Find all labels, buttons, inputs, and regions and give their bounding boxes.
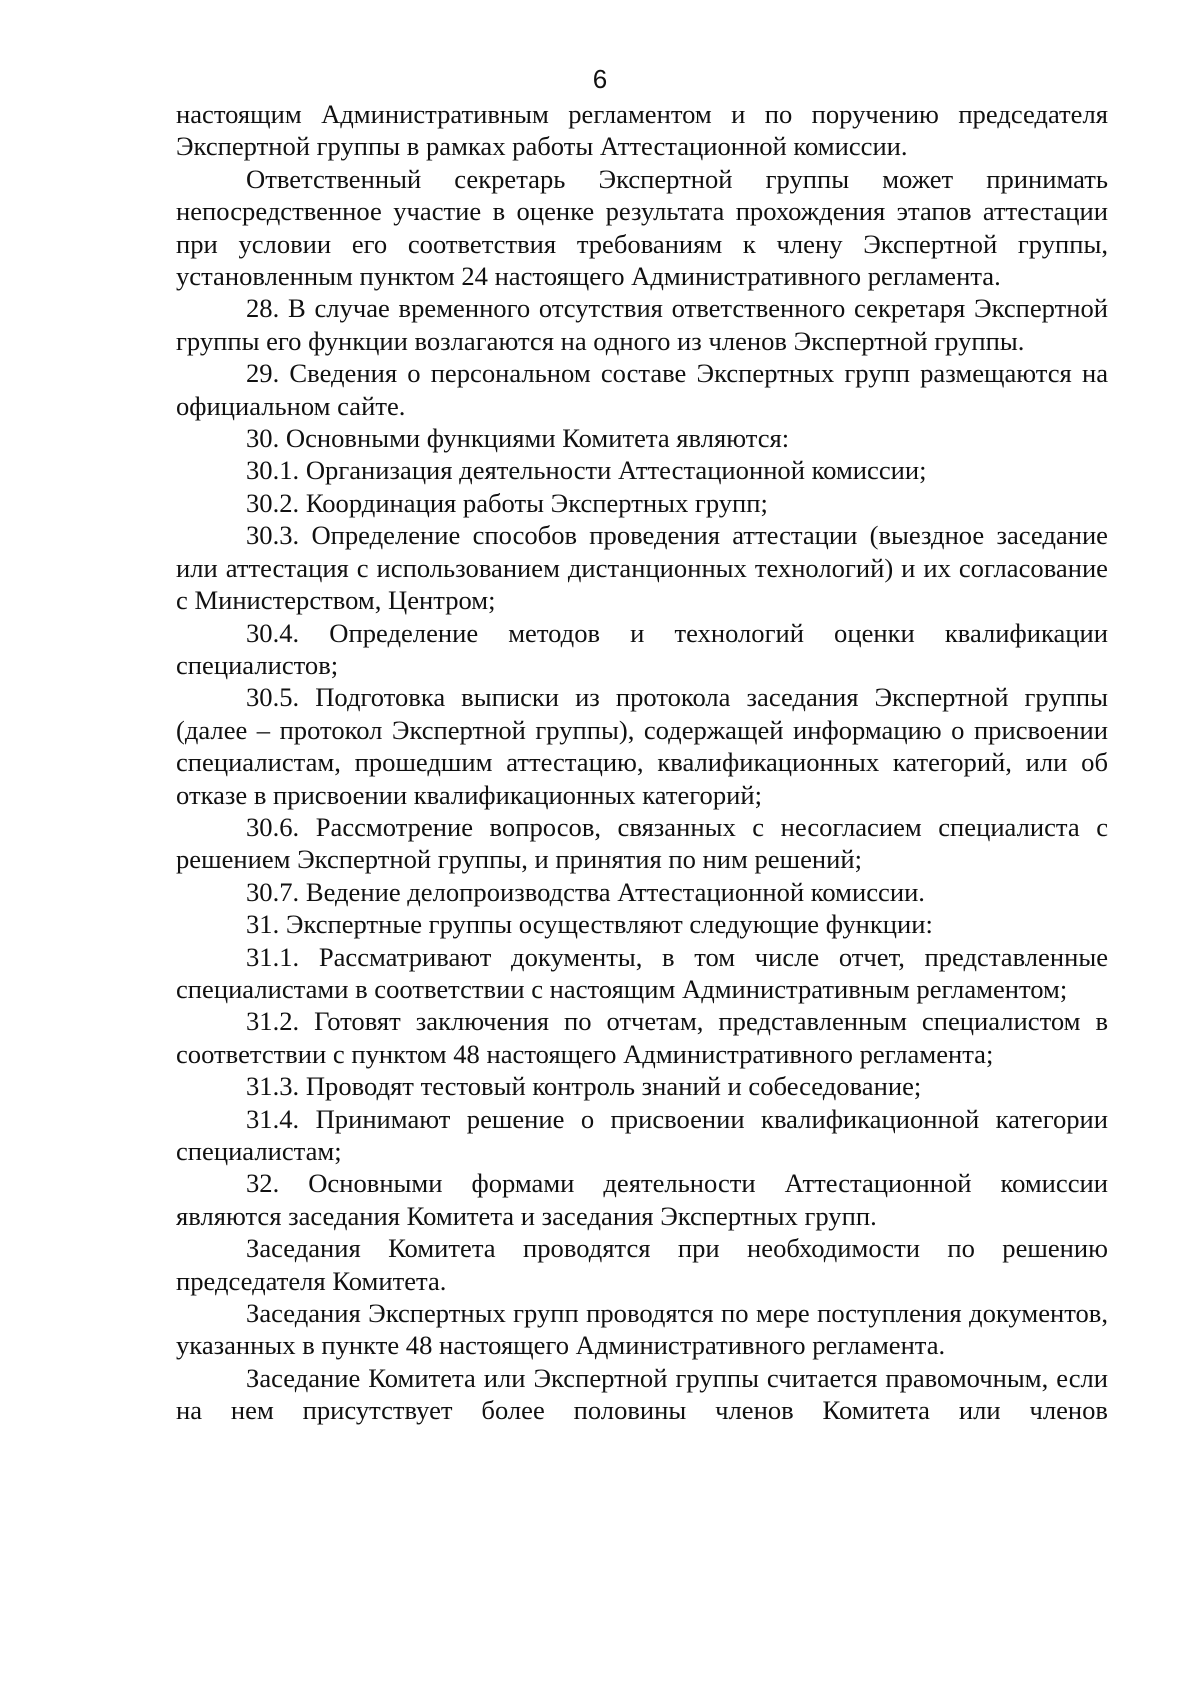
- paragraph-31-2: 31.2. Готовят заключения по отчетам, представленным специалистом в соответствии с пунктом 48 настоящего Административного регламента;: [176, 1006, 1108, 1069]
- paragraph-30-1: 30.1. Организация деятельности Аттестационной комиссии;: [246, 455, 927, 486]
- paragraph-31: 31. Экспертные группы осуществляют следующие функции:: [246, 909, 933, 940]
- paragraph-continuation: настоящим Административным регламентом и по поручению председателя Экспертной группы в рамках работы Аттестационной комиссии.: [176, 99, 1108, 162]
- paragraph-31-1: 31.1. Рассматривают документы, в том числе отчет, представленные специалистами в соответствии с настоящим Административным регламентом;: [176, 941, 1108, 1004]
- paragraph-31-4: 31.4. Принимают решение о присвоении квалификационной категории специалистам;: [176, 1103, 1108, 1166]
- paragraph-30-7: 30.7. Ведение делопроизводства Аттестационной комиссии.: [246, 876, 925, 907]
- paragraph-30: 30. Основными функциями Комитета являются:: [246, 423, 790, 454]
- paragraph-28: 28. В случае временного отсутствия ответственного секретаря Экспертной группы его функции возлагаются на одного из членов Экспертной группы.: [176, 293, 1108, 356]
- paragraph-secretary-participation: Ответственный секретарь Экспертной группы может принимать непосредственное участие в оценке результата прохождения этапов аттестации при условии его соответствия требованиям к члену Экспертной группы, установленным пунктом 24 настоящего Административного регламента.: [176, 163, 1108, 292]
- paragraph-30-4: 30.4. Определение методов и технологий оценки квалификации специалистов;: [176, 617, 1108, 680]
- paragraph-30-5: 30.5. Подготовка выписки из протокола заседания Экспертной группы (далее – протокол Экспертной группы), содержащей информацию о присвоении специалистам, прошедшим аттестацию, квалификационных категорий, или об отказе в присвоении квалификационных категорий;: [176, 682, 1108, 810]
- paragraph-30-3: 30.3. Определение способов проведения аттестации (выездное заседание или аттестация с использованием дистанционных технологий) и их согласование с Министерством, Центром;: [176, 520, 1108, 616]
- paragraph-30-6: 30.6. Рассмотрение вопросов, связанных с несогласием специалиста с решением Экспертной группы, и принятия по ним решений;: [176, 811, 1108, 875]
- page-number: 6: [592, 64, 608, 94]
- paragraph-31-3: 31.3. Проводят тестовый контроль знаний и собеседование;: [246, 1071, 922, 1102]
- paragraph-committee-meetings: Заседания Комитета проводятся при необходимости по решению председателя Комитета.: [176, 1233, 1108, 1296]
- paragraph-29: 29. Сведения о персональном составе Экспертных групп размещаются на официальном сайте.: [176, 358, 1108, 421]
- paragraph-expert-group-meetings: Заседания Экспертных групп проводятся по мере поступления документов, указанных в пункте 48 настоящего Административного регламента.: [176, 1298, 1108, 1361]
- paragraph-30-2: 30.2. Координация работы Экспертных групп;: [246, 487, 768, 518]
- paragraph-quorum: Заседание Комитета или Экспертной группы считается правомочным, если на нем присутствует более половины членов Комитета или членов: [176, 1362, 1108, 1426]
- document-body: [176, 98, 1108, 1427]
- paragraph-32: 32. Основными формами деятельности Аттестационной комиссии являются заседания Комитета и заседания Экспертных групп.: [176, 1168, 1108, 1231]
